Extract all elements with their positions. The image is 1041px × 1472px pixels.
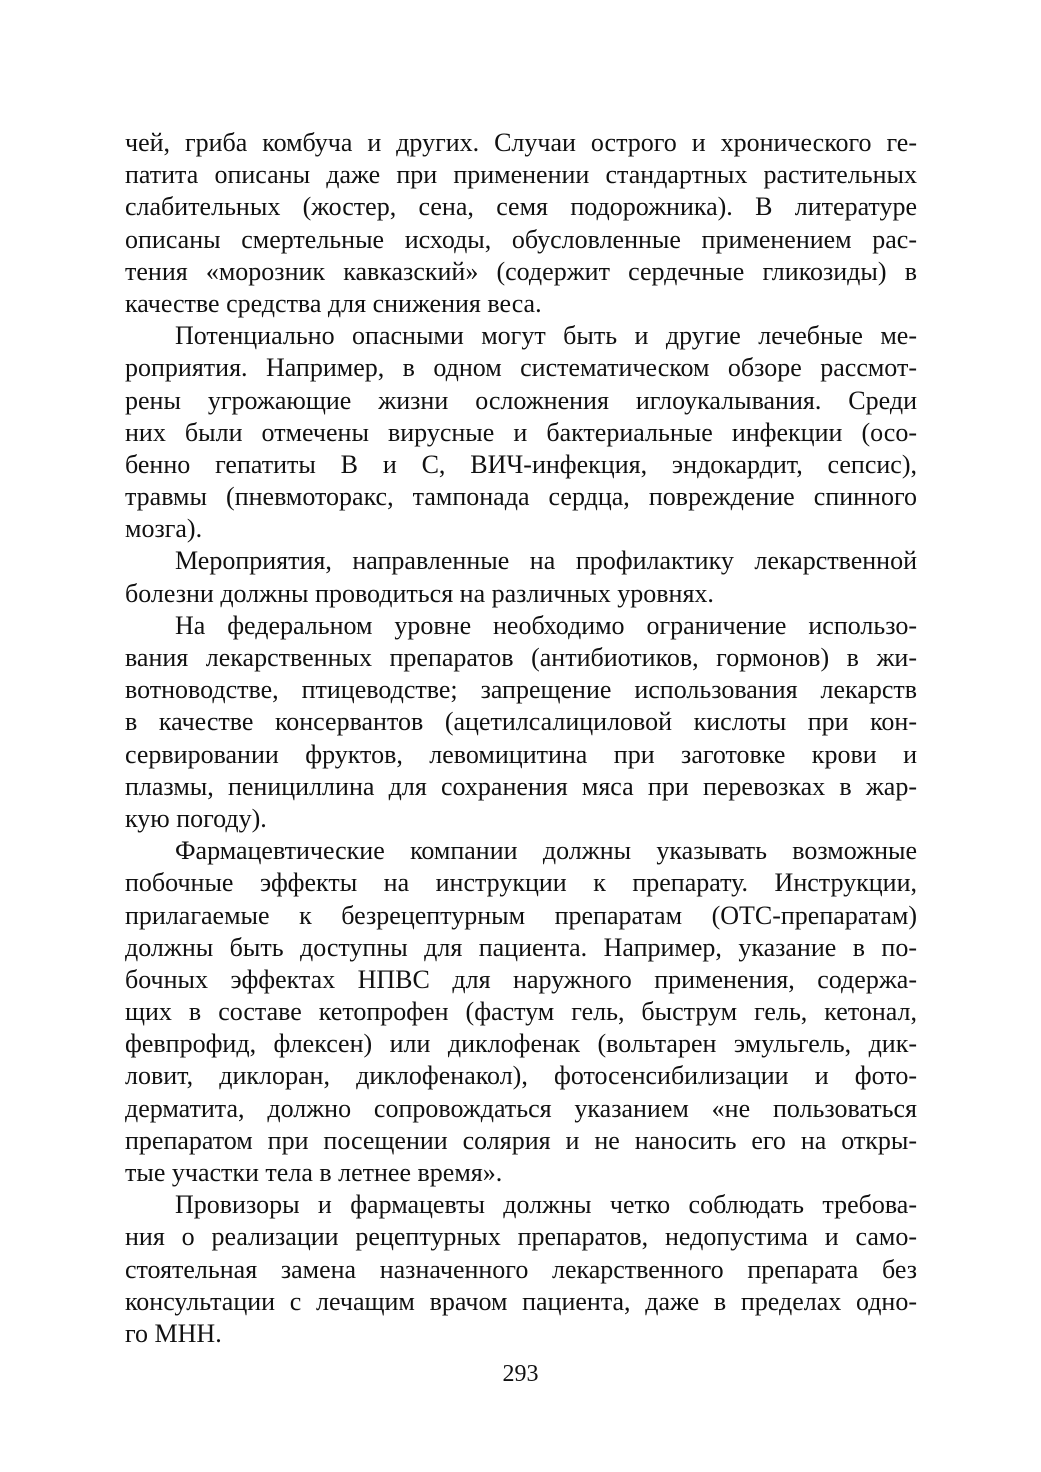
text-line: вания лекарственных препаратов (антибиотиков, гормонов) в жи-	[125, 643, 917, 672]
paragraph-4	[125, 610, 917, 835]
text-line: На федеральном уровне необходимо ограничение использо-	[175, 610, 917, 640]
text-line: препаратом при посещении солярия и не наносить его на откры-	[125, 1125, 917, 1155]
text-line: консультации с лечащим врачом пациента, даже в пределах одно-	[125, 1286, 917, 1316]
text-line: болезни должны проводиться на различных уровнях.	[125, 578, 714, 608]
text-line: го МНН.	[125, 1318, 222, 1348]
paragraph-5	[125, 835, 917, 1189]
text-line: февпрофид, флексен) или диклофенак (вольтарен эмульгель, дик-	[125, 1029, 917, 1059]
text-line: Мероприятия, направленные на профилактику лекарственной	[175, 546, 917, 576]
text-line: чей, гриба комбуча и других. Случаи острого и хронического ге-	[125, 128, 917, 157]
text-line: тения «морозник кавказский» (содержит сердечные гликозиды) в	[125, 256, 917, 286]
text-line: Провизоры и фармацевты должны четко соблюдать требова-	[175, 1190, 917, 1220]
text-line: Фармацевтические компании должны указывать возможные	[175, 836, 917, 866]
text-line: кую погоду).	[125, 803, 267, 833]
text-line: сервировании фруктов, левомицитина при заготовке крови и	[125, 739, 917, 769]
body-text	[125, 127, 917, 1350]
text-line: тые участки тела в летнее время».	[125, 1158, 503, 1187]
paragraph-3	[125, 545, 917, 609]
text-line: рены угрожающие жизни осложнения иглоукалывания. Среди	[125, 385, 917, 415]
text-line: дерматита, должно сопровождаться указанием «не пользоваться	[125, 1093, 917, 1123]
text-line: бенно гепатиты В и С, ВИЧ-инфекция, эндокардит, сепсис),	[125, 449, 917, 479]
text-line: в качестве консервантов (ацетилсалициловой кислоты при кон-	[125, 707, 917, 737]
text-line: роприятия. Например, в одном систематическом обзоре рассмот-	[125, 353, 917, 383]
text-line: качестве средства для снижения веса.	[125, 288, 542, 318]
text-line: мозга).	[125, 514, 203, 544]
text-line: патита описаны даже при применении стандартных растительных	[125, 160, 917, 190]
text-line: бочных эффектах НПВС для наружного применения, содержа-	[125, 964, 917, 994]
page-number: 293	[502, 1361, 539, 1387]
text-line: щих в составе кетопрофен (фастум гель, быструм гель, кетонал,	[125, 997, 917, 1027]
text-line: травмы (пневмоторакс, тампонада сердца, повреждение спинного	[125, 482, 917, 512]
text-line: плазмы, пенициллина для сохранения мяса при перевозках в жар-	[125, 771, 917, 801]
text-line: описаны смертельные исходы, обусловленные применением рас-	[125, 224, 917, 254]
text-line: слабительных (жостер, сена, семя подорожника). В литературе	[125, 192, 917, 222]
paragraph-2	[125, 320, 917, 545]
text-line: прилагаемые к безрецептурным препаратам (ОТС-препаратам)	[125, 900, 917, 930]
text-line: стоятельная замена назначенного лекарственного препарата без	[125, 1254, 917, 1284]
paragraph-1	[125, 127, 917, 320]
paragraph-6	[125, 1189, 917, 1350]
text-line: ловит, диклоран, диклофенакол), фотосенсибилизации и фото-	[125, 1061, 917, 1091]
text-line: ния о реализации рецептурных препаратов, недопустима и само-	[125, 1222, 917, 1252]
text-line: них были отмечены вирусные и бактериальные инфекции (осо-	[125, 417, 917, 447]
text-line: побочные эффекты на инструкции к препарату. Инструкции,	[125, 868, 917, 898]
text-line: должны быть доступны для пациента. Например, указание в по-	[125, 932, 917, 962]
text-line: вотноводстве, птицеводстве; запрещение использования лекарств	[125, 675, 917, 705]
text-line: Потенциально опасными могут быть и другие лечебные ме-	[175, 321, 917, 351]
